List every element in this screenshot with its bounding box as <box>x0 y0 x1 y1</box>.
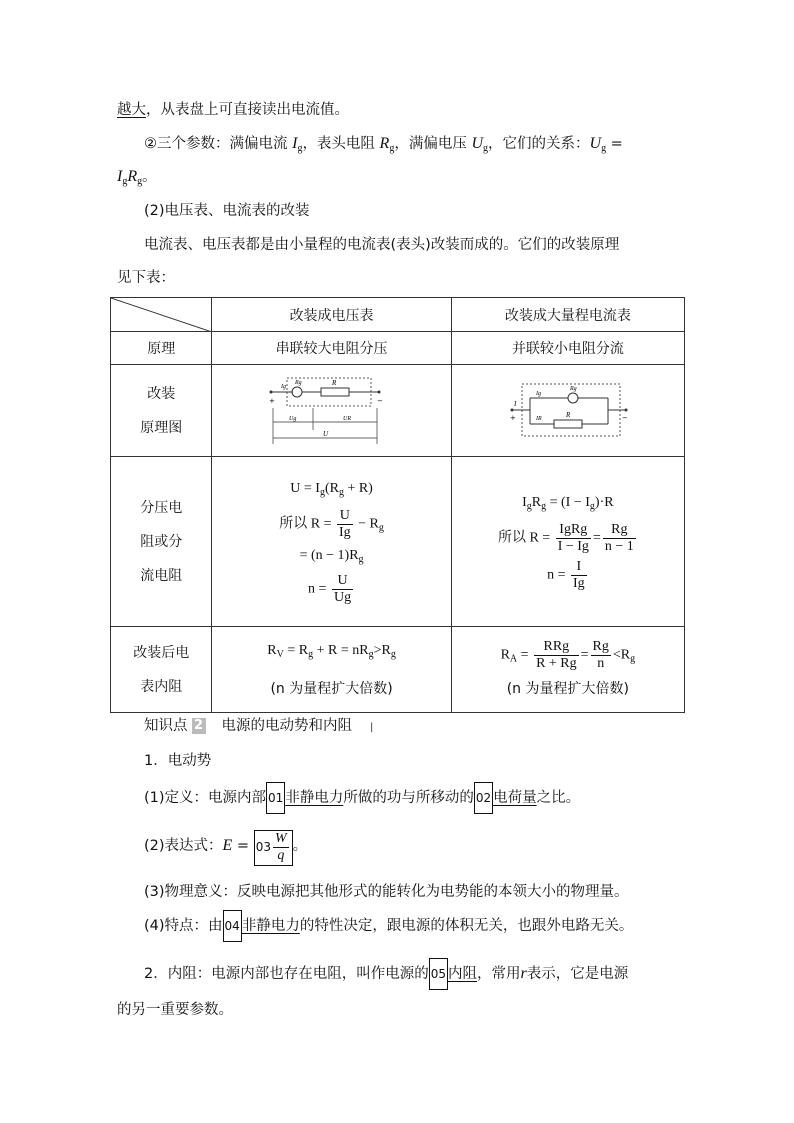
conversion-table <box>110 297 685 713</box>
ammeter-internal-resistance: $R_A$ = RRg R + Rg = $\frac{Rg}{n}$ $<R_g$ (n 为量程扩大倍数) <box>451 627 684 713</box>
section-title: 电源的电动势和内阻 <box>221 718 352 734</box>
svg-text:−: − <box>621 413 628 422</box>
section-heading: 知识点 2 电源的电动势和内阻 | <box>144 718 374 734</box>
ammeter-circuit-cell <box>451 365 684 457</box>
svg-text:U: U <box>322 429 328 438</box>
svg-text:IR: IR <box>535 415 542 422</box>
diagonal-line <box>111 298 212 332</box>
svg-text:Rg: Rg <box>569 385 577 392</box>
inner-resistance-line: 2．内阻：电源内部也存在电阻，叫作电源的 05 内阻，常用r表示，它是电源 <box>144 964 628 990</box>
svg-text:+: + <box>509 413 516 422</box>
underlined-text: 越大 <box>117 102 146 118</box>
emf-heading: 1．电动势 <box>144 753 212 769</box>
col-header-ammeter: 改装成大量程电流表 <box>451 298 684 332</box>
line-1: 越大，从表盘上可直接读出电流值。 <box>117 102 349 118</box>
answer-box-05[interactable]: 05 <box>429 958 448 990</box>
svg-text:UR: UR <box>342 415 351 422</box>
svg-text:Ug: Ug <box>288 415 296 422</box>
row-label-diagram: 改装 原理图 <box>111 365 212 457</box>
inner-resistance-line-2: 的另一重要参数。 <box>117 1002 233 1018</box>
ammeter-resistance-formulas: $I_gR_g = (I - I_g)\cdot R$ 所以 R = IgRg I − Ig = $\frac{Rg}{n - 1}$ n = $\frac{I}{Ig}$ <box>451 457 684 627</box>
voltmeter-internal-resistance: $R_V = R_g + R = nR_g>R_g$ (n 为量程扩大倍数) <box>212 627 451 713</box>
emf-expression: (2)表达式：E = 03 $\frac{W}{q}$ 。 <box>144 836 307 866</box>
section-number-badge: 2 <box>192 718 206 734</box>
col-header-voltmeter: 改装成电压表 <box>212 298 451 332</box>
line-3: $I_gR_g$。 <box>117 168 157 187</box>
voltmeter-resistance-formulas: $U = I_g(R_g + R)$ 所以 R = $\frac{U}{Ig}$ − $R_g$ = $(n - 1)R_g$ n = $\frac{U}{Ug}$ <box>212 457 451 627</box>
emf-definition: (1)定义：电源内部 01 非静电力所做的功与所移动的 02 电荷量之比。 <box>144 788 580 814</box>
diagonal-header-cell <box>111 298 212 332</box>
svg-text:Ig: Ig <box>280 383 286 390</box>
voltmeter-circuit-diagram <box>267 372 397 450</box>
principle-voltmeter: 串联较大电阻分压 <box>212 332 451 365</box>
emf-meaning: (3)物理意义：反映电源把其他形式的能转化为电势能的本领大小的物理量。 <box>144 884 629 900</box>
row-label-principle: 原理 <box>111 332 212 365</box>
para-2: 见下表： <box>117 270 175 286</box>
answer-box-01[interactable]: 01 <box>266 782 285 814</box>
svg-text:−: − <box>376 396 383 405</box>
answer-box-02[interactable]: 02 <box>474 782 493 814</box>
line-2: ②三个参数：满偏电流 $I_g$，表头电阻 $R_g$，满偏电压 $U_g$，它们的关系：$U_g$ = <box>144 135 623 154</box>
emf-feature: (4)特点：由 04 非静电力的特性决定，跟电源的体积无关，也跟外电路无关。 <box>144 916 633 942</box>
row-label-resistance: 分压电 阻或分 流电阻 <box>111 457 212 627</box>
svg-text:Rg: Rg <box>294 379 302 386</box>
svg-text:+: + <box>268 396 275 405</box>
svg-text:Ig: Ig <box>535 390 541 397</box>
svg-text:R: R <box>565 410 571 419</box>
answer-box-04[interactable]: 04 <box>223 910 242 942</box>
principle-ammeter: 并联较小电阻分流 <box>451 332 684 365</box>
svg-text:I: I <box>513 399 517 408</box>
svg-text:R: R <box>331 378 336 387</box>
voltmeter-circuit-cell <box>212 365 451 457</box>
answer-box-03[interactable]: 03 $\frac{W}{q}$ <box>254 830 293 866</box>
row-label-internal: 改装后电 表内阻 <box>111 627 212 713</box>
heading-2: (2)电压表、电流表的改装 <box>144 203 310 219</box>
para-1: 电流表、电压表都是由小量程的电流表(表头)改装而成的。它们的改装原理 <box>144 237 620 253</box>
ammeter-circuit-diagram <box>508 380 628 442</box>
